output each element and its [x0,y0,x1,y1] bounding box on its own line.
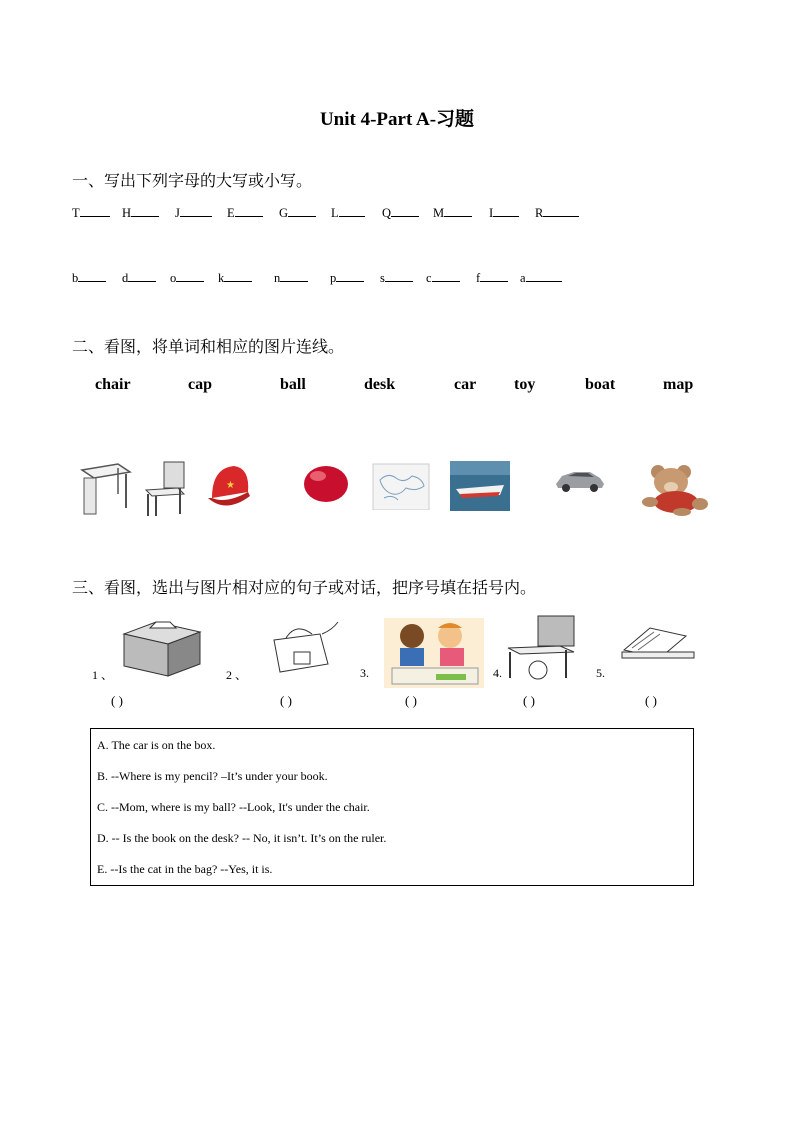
letter-item: k [218,270,252,286]
options-box [90,728,694,886]
letter-item: M [433,205,472,221]
word-toy: toy [514,376,536,393]
answer-parentheses-2[interactable]: ( ) [280,693,292,708]
question-number-5: 5. [596,666,605,680]
svg-text:★: ★ [226,480,235,491]
option-c: C. --Mom, where is my ball? --Look, It's under the chair. [97,800,370,814]
letter-item: L [331,205,365,221]
word-ball: ball [280,376,306,393]
letter-item: d [122,270,156,286]
letter-item: I [489,205,519,221]
letter-item: p [330,270,364,286]
chair-picture [140,458,190,518]
option-e: E. --Is the cat in the bag? --Yes, it is. [97,862,273,876]
letter-item: c [426,270,460,286]
word-map: map [663,376,694,393]
answer-parentheses-5[interactable]: ( ) [645,693,657,708]
letter-item: G [279,205,316,221]
word-desk: desk [364,376,396,393]
option-a: A. The car is on the box. [97,738,216,752]
option-d: D. -- Is the book on the desk? -- No, it isn’t. It’s on the ruler. [97,831,387,845]
answer-parentheses-4[interactable]: ( ) [523,693,535,708]
letter-item: E [227,205,263,221]
word-chair: chair [95,376,131,393]
question-number-3: 3. [360,666,369,680]
letter-item: b [72,270,106,286]
letter-item: s [380,270,413,286]
letter-item: n [274,270,308,286]
ball-picture [300,458,352,508]
letter-item: J [175,205,212,221]
car-picture [554,466,606,494]
chair-ball-picture [504,612,578,680]
book-ruler-picture [620,622,696,662]
section3-heading: 三、看图，选出与图片相对应的句子或对话，把序号填在括号内。 [72,578,537,597]
bag-cat-picture [266,620,342,674]
option-b: B. --Where is my pencil? –It’s under your book. [97,769,328,783]
letter-item: a [520,270,562,286]
letter-item: R [535,205,579,221]
toy-bear-picture [638,462,710,516]
word-cap: cap [188,376,212,393]
letter-item: o [170,270,204,286]
map-picture [372,458,430,510]
word-car: car [454,376,477,393]
question-number-4: 4. [493,666,502,680]
answer-parentheses-3[interactable]: ( ) [405,693,417,708]
section1-heading: 一、写出下列字母的大写或小写。 [72,171,313,190]
letter-item: f [476,270,508,286]
question-number-2: 2 、 [226,668,248,682]
box-car-picture [120,614,204,678]
page-title: Unit 4-Part A-习题 [319,109,475,130]
letter-item: H [122,205,159,221]
desk-picture [78,458,132,518]
question-number-1: 1 、 [92,668,114,682]
section2-heading: 二、看图，将单词和相应的图片连线。 [72,337,345,356]
word-boat: boat [585,376,616,393]
children-pencil-picture [384,618,484,688]
letter-item: Q [382,205,419,221]
letter-item: T [72,205,110,221]
answer-parentheses-1[interactable]: ( ) [111,693,123,708]
cap-picture [206,458,254,516]
boat-picture [450,461,510,511]
